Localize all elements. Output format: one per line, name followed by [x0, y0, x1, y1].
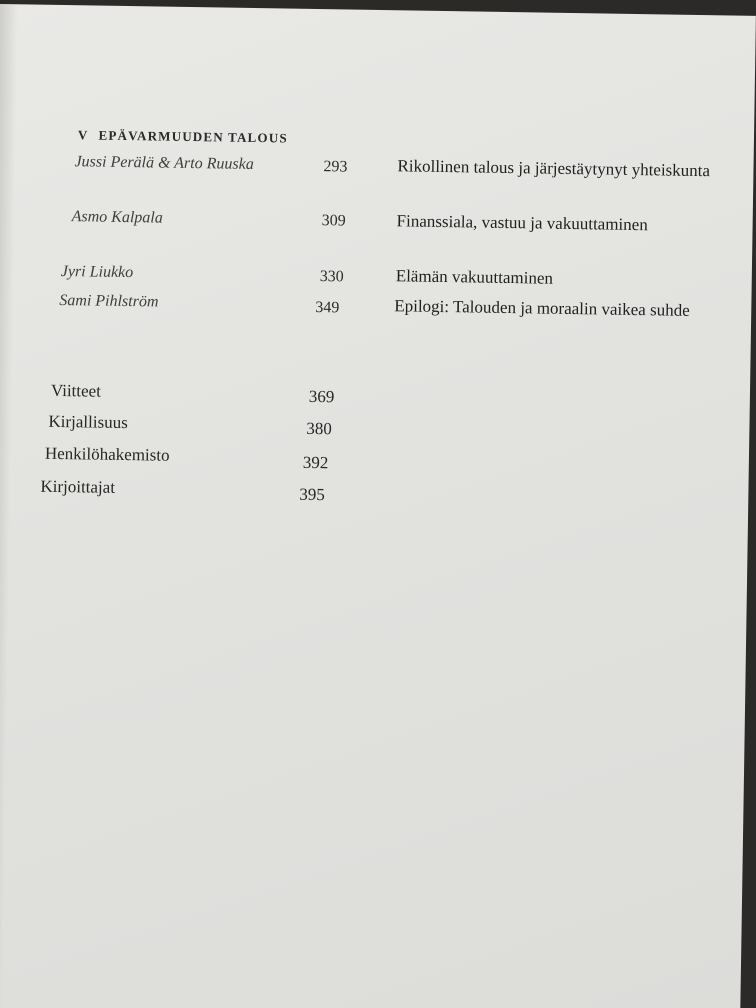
backmatter-page: 380 — [306, 418, 333, 439]
backmatter-label: Viitteet — [50, 380, 102, 401]
section-heading — [78, 127, 288, 146]
toc-entry-title: Elämän vakuuttaminen — [395, 266, 554, 288]
toc-entry-title: Epilogi: Talouden ja moraalin vaikea suhde — [394, 296, 690, 320]
toc-entry-page: 349 — [315, 298, 340, 317]
backmatter-label: Kirjallisuus — [48, 411, 128, 433]
toc-entry-page: 309 — [321, 212, 346, 230]
backmatter-label: Henkilöhakemisto — [44, 443, 170, 465]
toc-entry-title: Finanssiala, vastuu ja vakuuttaminen — [396, 211, 648, 235]
toc-entry-title: Rikollinen talous ja järjestäytynyt yhteiskunta — [397, 156, 711, 181]
page-gutter-shadow — [0, 4, 18, 1008]
backmatter-label: Kirjoittajat — [40, 476, 116, 497]
toc-entry-page: 330 — [319, 268, 344, 286]
toc-entry-author: Sami Pihlström — [59, 291, 159, 311]
toc-entry-author: Asmo Kalpala — [71, 208, 163, 227]
backmatter-page: 395 — [299, 484, 325, 505]
section-number: V — [77, 127, 89, 143]
backmatter-page: 392 — [302, 452, 329, 473]
toc-entry-author: Jyri Liukko — [60, 262, 134, 282]
book-page — [0, 4, 756, 1008]
toc-entry-author: Jussi Perälä & Arto Ruuska — [74, 153, 254, 174]
section-title: EPÄVARMUUDEN TALOUS — [98, 127, 288, 146]
backmatter-page: 369 — [308, 386, 335, 407]
toc-entry-page: 293 — [323, 158, 348, 176]
